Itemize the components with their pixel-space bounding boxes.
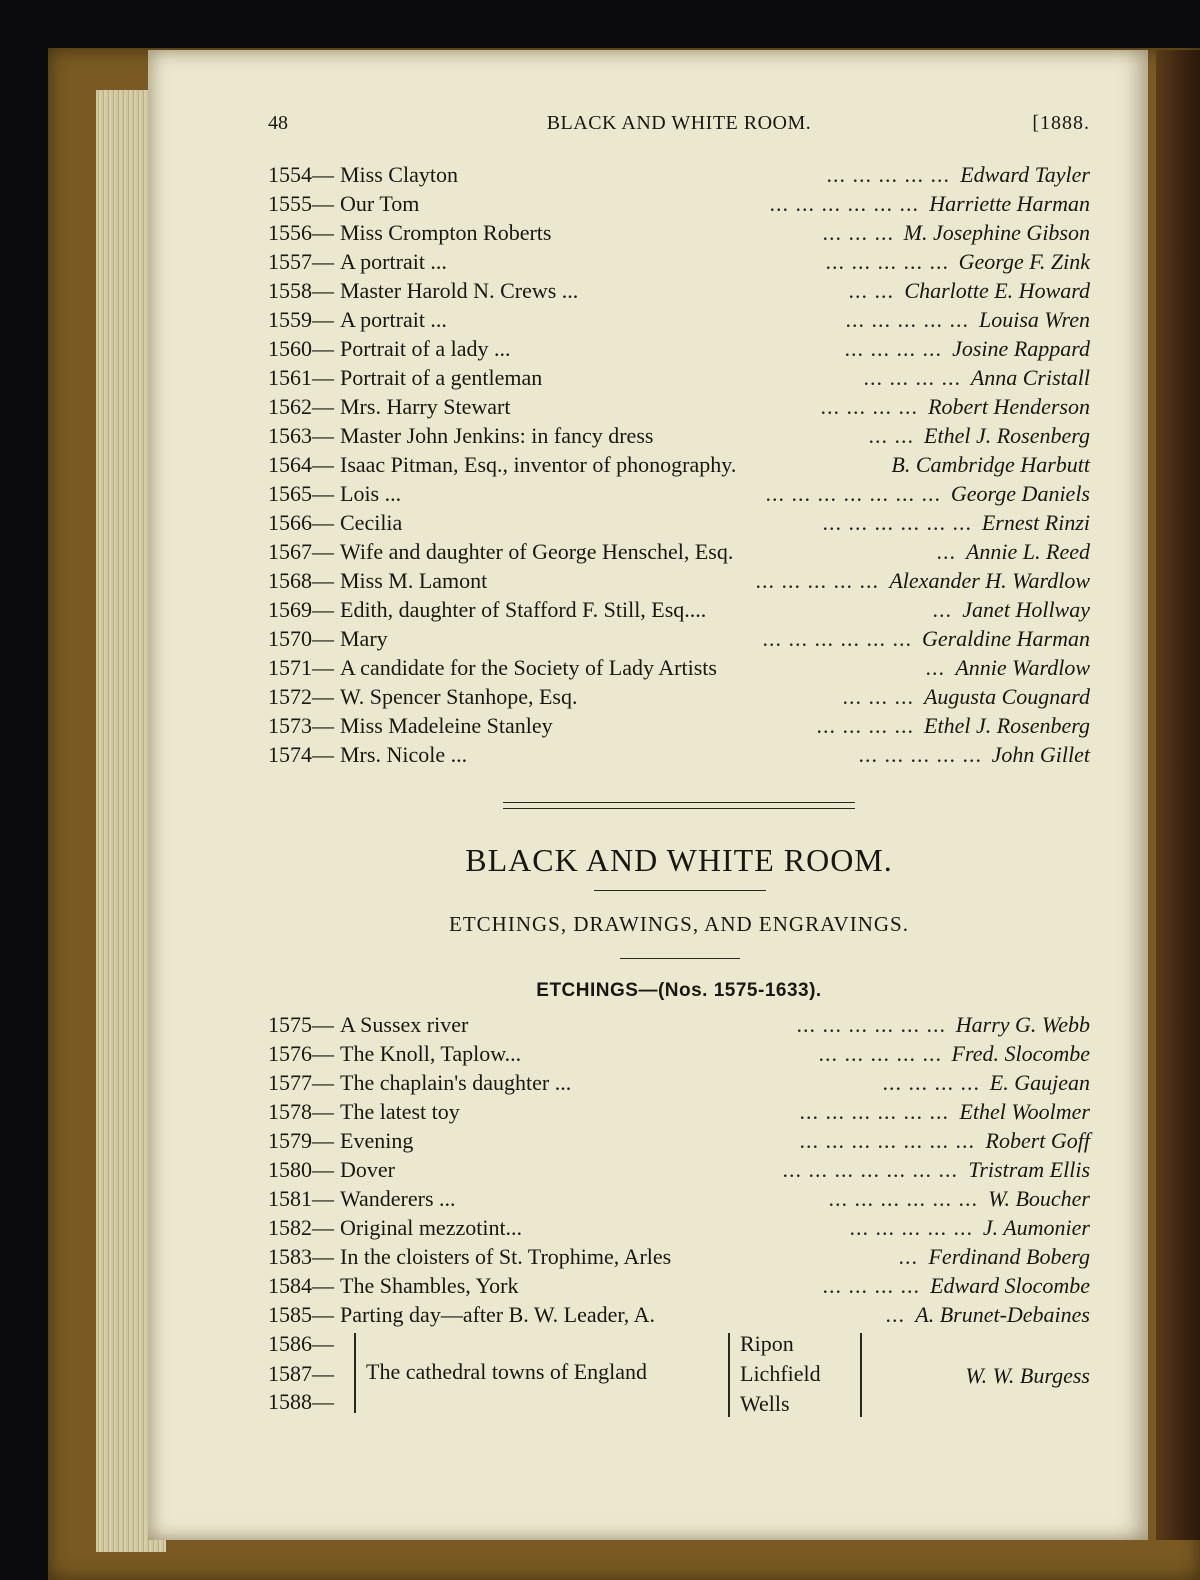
entry-artist: Tristram Ellis	[968, 1157, 1090, 1182]
entry-artist: B. Cambridge Harbutt	[891, 452, 1090, 477]
entry-artist: Anna Cristall	[970, 365, 1090, 390]
entry-artist: Edward Tayler	[960, 162, 1090, 187]
entry-number: 1579—	[268, 1128, 334, 1153]
group-number: 1588—	[268, 1389, 334, 1414]
entry-number: 1585—	[268, 1302, 334, 1327]
catalogue-entry	[268, 479, 1090, 508]
entry-number: 1554—	[268, 162, 334, 187]
catalogue-list-top	[268, 160, 1090, 769]
entry-title: Master Harold N. Crews ...	[340, 278, 579, 303]
entry-title: Evening	[340, 1128, 414, 1153]
entry-title: A Sussex river	[340, 1012, 469, 1037]
entry-number: 1557—	[268, 249, 334, 274]
entry-leader: ...	[936, 539, 956, 564]
entry-leader: ... ...	[848, 278, 894, 303]
entry-number: 1566—	[268, 510, 334, 535]
group-title: The cathedral towns of England	[366, 1359, 648, 1384]
entry-leader: ... ... ... ... ... ...	[762, 626, 912, 651]
entry-leader: ... ... ... ... ...	[845, 307, 969, 332]
entry-title: Parting day—after B. W. Leader, A.	[340, 1302, 655, 1327]
entry-number: 1577—	[268, 1070, 334, 1095]
catalogue-entry	[268, 711, 1090, 740]
entry-title: A portrait ...	[340, 307, 447, 332]
catalogue-entry	[268, 392, 1090, 421]
entry-number: 1564—	[268, 452, 334, 477]
entry-number: 1572—	[268, 684, 334, 709]
entry-title: Miss Crompton Roberts	[340, 220, 552, 245]
entry-leader: ...	[932, 597, 952, 622]
entry-number: 1576—	[268, 1041, 334, 1066]
catalogue-entry	[268, 247, 1090, 276]
entry-title: A portrait ...	[340, 249, 447, 274]
entry-leader: ... ... ...	[822, 220, 894, 245]
cathedral-group	[268, 1327, 1090, 1417]
entry-number: 1559—	[268, 307, 334, 332]
entry-number: 1568—	[268, 568, 334, 593]
entry-number: 1569—	[268, 597, 334, 622]
right-bracket	[860, 1333, 862, 1417]
entry-leader: ... ... ...	[842, 684, 914, 709]
entry-artist: George Daniels	[950, 481, 1090, 506]
entry-leader: ... ... ... ... ...	[818, 1041, 942, 1066]
catalogue-entry	[268, 363, 1090, 392]
entry-leader: ... ... ... ... ...	[826, 162, 950, 187]
entry-leader: ...	[885, 1302, 905, 1327]
entry-title: W. Spencer Stanhope, Esq.	[340, 684, 578, 709]
entry-artist: John Gillet	[991, 742, 1090, 767]
entry-leader: ... ... ... ...	[822, 1273, 920, 1298]
entry-artist: Ethel J. Rosenberg	[924, 423, 1090, 448]
entry-artist: Charlotte E. Howard	[904, 278, 1090, 303]
catalogue-entry	[268, 160, 1090, 189]
entry-title: Portrait of a lady ...	[340, 336, 511, 361]
section-divider	[503, 802, 855, 809]
entry-artist: Harriette Harman	[929, 191, 1090, 216]
entry-title: Edith, daughter of Stafford F. Still, Esq....	[340, 597, 707, 622]
entry-title: The chaplain's daughter ...	[340, 1070, 572, 1095]
entry-title: Isaac Pitman, Esq., inventor of phonography.	[340, 452, 737, 477]
catalogue-entry	[268, 1300, 1090, 1329]
etchings-heading: ETCHINGS—(Nos. 1575-1633).	[536, 980, 822, 1001]
catalogue-entry	[268, 740, 1090, 769]
entry-leader: ... ... ... ... ... ...	[822, 510, 972, 535]
subtitle-rule	[620, 958, 740, 959]
entry-artist: Fred. Slocombe	[951, 1041, 1090, 1066]
catalogue-entry	[268, 624, 1090, 653]
catalogue-entry	[268, 1126, 1090, 1155]
entry-number: 1558—	[268, 278, 334, 303]
entry-number: 1581—	[268, 1186, 334, 1211]
entry-leader: ... ... ... ... ...	[849, 1215, 973, 1240]
catalogue-entry	[268, 595, 1090, 624]
entry-leader: ... ... ... ...	[820, 394, 918, 419]
entry-leader: ... ... ... ... ... ...	[799, 1099, 949, 1124]
entry-leader: ... ... ... ... ... ... ...	[782, 1157, 958, 1182]
entry-number: 1584—	[268, 1273, 334, 1298]
entry-title: Cecilia	[340, 510, 403, 535]
entry-number: 1561—	[268, 365, 334, 390]
entry-title: Our Tom	[340, 191, 420, 216]
catalogue-entry	[268, 1213, 1090, 1242]
entry-number: 1560—	[268, 336, 334, 361]
entry-artist: Geraldine Harman	[921, 626, 1090, 651]
entry-number: 1562—	[268, 394, 334, 419]
catalogue-entry	[268, 276, 1090, 305]
entry-artist: Annie Wardlow	[955, 655, 1090, 680]
catalogue-entry	[268, 305, 1090, 334]
entry-title: Mrs. Nicole ...	[340, 742, 468, 767]
group-number: 1586—	[268, 1331, 334, 1356]
entry-artist: Annie L. Reed	[965, 539, 1090, 564]
entry-leader: ... ... ... ...	[844, 336, 942, 361]
catalogue-entry	[268, 1242, 1090, 1271]
entry-leader: ... ... ... ... ...	[858, 742, 982, 767]
entry-leader: ... ...	[868, 423, 914, 448]
entry-artist: Augusta Cougnard	[923, 684, 1090, 709]
entry-number: 1574—	[268, 742, 334, 767]
catalogue-entry	[268, 566, 1090, 595]
entry-title: Lois ...	[340, 481, 402, 506]
entry-title: Original mezzotint...	[340, 1215, 523, 1240]
entry-title: The latest toy	[340, 1099, 460, 1124]
running-header	[268, 112, 1090, 140]
entry-artist: Harry G. Webb	[955, 1012, 1090, 1037]
entry-title: Dover	[340, 1157, 395, 1182]
entry-title: Miss M. Lamont	[340, 568, 488, 593]
entry-title: Mary	[340, 626, 388, 651]
entry-number: 1570—	[268, 626, 334, 651]
entry-number: 1556—	[268, 220, 334, 245]
group-number: 1587—	[268, 1361, 334, 1386]
entry-title: In the cloisters of St. Trophime, Arles	[340, 1244, 672, 1269]
entry-leader: ... ... ... ... ... ...	[828, 1186, 978, 1211]
catalogue-list-etchings	[268, 1010, 1090, 1329]
title-rule	[594, 890, 766, 891]
catalogue-entry	[268, 1184, 1090, 1213]
entry-artist: J. Aumonier	[982, 1215, 1090, 1240]
entry-artist: Robert Goff	[985, 1128, 1090, 1153]
entry-number: 1565—	[268, 481, 334, 506]
entry-artist: Josine Rappard	[952, 336, 1090, 361]
entry-number: 1555—	[268, 191, 334, 216]
entry-artist: E. Gaujean	[989, 1070, 1090, 1095]
entry-number: 1573—	[268, 713, 334, 738]
entry-artist: Ferdinand Boberg	[928, 1244, 1090, 1269]
catalogue-entry	[268, 1271, 1090, 1300]
entry-artist: George F. Zink	[958, 249, 1090, 274]
catalogue-entry	[268, 189, 1090, 218]
entry-leader: ... ... ... ... ...	[755, 568, 879, 593]
catalogue-entry	[268, 1010, 1090, 1039]
entry-title: Master John Jenkins: in fancy dress	[340, 423, 654, 448]
entry-number: 1571—	[268, 655, 334, 680]
entry-artist: Robert Henderson	[928, 394, 1090, 419]
entry-title: Miss Madeleine Stanley	[340, 713, 553, 738]
town-name: Lichfield	[740, 1361, 821, 1386]
catalogue-entry	[268, 450, 1090, 479]
entry-number: 1575—	[268, 1012, 334, 1037]
catalogue-entry	[268, 682, 1090, 711]
entry-artist: W. Boucher	[988, 1186, 1090, 1211]
entry-leader: ... ... ... ... ... ...	[769, 191, 919, 216]
catalogue-entry	[268, 1097, 1090, 1126]
entry-leader: ... ... ... ...	[882, 1070, 980, 1095]
entry-number: 1578—	[268, 1099, 334, 1124]
catalogue-entry	[268, 537, 1090, 566]
entry-leader: ... ... ... ...	[816, 713, 914, 738]
entry-leader: ...	[925, 655, 945, 680]
entry-number: 1582—	[268, 1215, 334, 1240]
entry-artist: Edward Slocombe	[930, 1273, 1090, 1298]
entry-title: The Knoll, Taplow...	[340, 1041, 522, 1066]
entry-number: 1563—	[268, 423, 334, 448]
catalogue-entry	[268, 1039, 1090, 1068]
entry-leader: ... ... ... ...	[863, 365, 961, 390]
header-year: [1888.	[1032, 112, 1090, 134]
entry-artist: Ernest Rinzi	[981, 510, 1090, 535]
catalogue-entry	[268, 653, 1090, 682]
entry-title: Wanderers ...	[340, 1186, 456, 1211]
entry-leader: ...	[898, 1244, 918, 1269]
entry-leader: ... ... ... ... ... ...	[796, 1012, 946, 1037]
entry-artist: Louisa Wren	[978, 307, 1090, 332]
entry-title: A candidate for the Society of Lady Artists	[340, 655, 717, 680]
entry-number: 1580—	[268, 1157, 334, 1182]
entry-title: Mrs. Harry Stewart	[340, 394, 511, 419]
group-artist: W. W. Burgess	[965, 1363, 1090, 1388]
town-name: Wells	[740, 1391, 790, 1416]
catalogue-entry	[268, 421, 1090, 450]
catalogue-entry	[268, 1068, 1090, 1097]
entry-title: Miss Clayton	[340, 162, 458, 187]
entry-title: Wife and daughter of George Henschel, Esq.	[340, 539, 734, 564]
entry-leader: ... ... ... ... ... ... ...	[799, 1128, 975, 1153]
page-number: 48	[268, 112, 288, 134]
catalogue-entry	[268, 334, 1090, 363]
entry-artist: Ethel J. Rosenberg	[924, 713, 1090, 738]
entry-artist: Alexander H. Wardlow	[889, 568, 1090, 593]
entry-leader: ... ... ... ... ...	[825, 249, 949, 274]
entry-title: Portrait of a gentleman	[340, 365, 543, 390]
entry-artist: A. Brunet-Debaines	[915, 1302, 1090, 1327]
entry-artist: Ethel Woolmer	[959, 1099, 1090, 1124]
catalogue-entry	[268, 508, 1090, 537]
section-subtitle: ETCHINGS, DRAWINGS, AND ENGRAVINGS.	[449, 912, 909, 936]
catalogue-entry	[268, 1155, 1090, 1184]
left-bracket	[354, 1333, 356, 1413]
entry-artist: Janet Hollway	[962, 597, 1090, 622]
catalogue-entry	[268, 218, 1090, 247]
running-title: BLACK AND WHITE ROOM.	[546, 112, 812, 134]
entry-number: 1583—	[268, 1244, 334, 1269]
mid-bracket	[728, 1333, 730, 1417]
town-name: Ripon	[740, 1331, 794, 1356]
section-title: BLACK AND WHITE ROOM.	[465, 842, 893, 878]
entry-leader: ... ... ... ... ... ... ...	[765, 481, 941, 506]
entry-artist: M. Josephine Gibson	[903, 220, 1090, 245]
entry-title: The Shambles, York	[340, 1273, 519, 1298]
entry-number: 1567—	[268, 539, 334, 564]
